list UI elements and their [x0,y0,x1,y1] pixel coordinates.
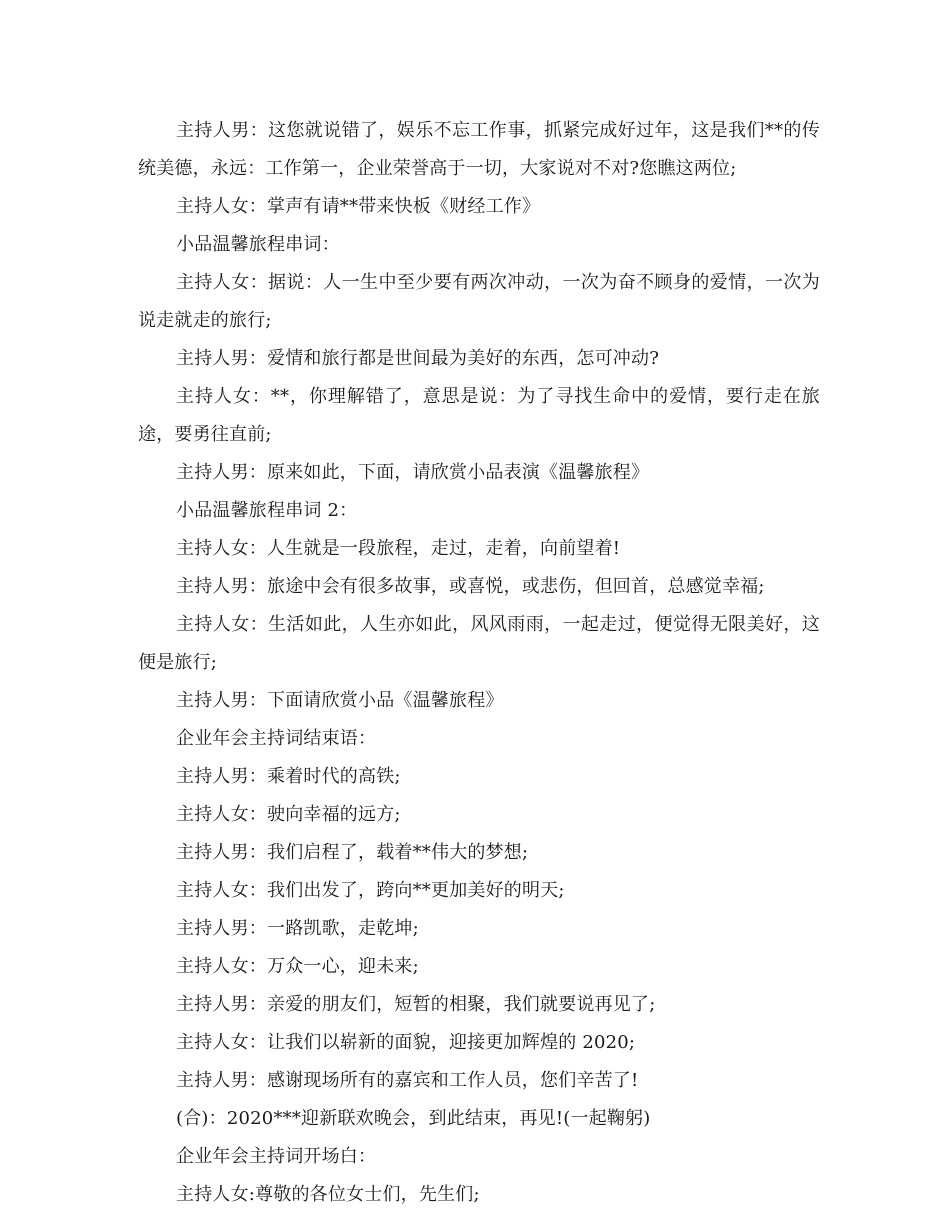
paragraph: 主持人女：人生就是一段旅程，走过，走着，向前望着! [176,538,621,559]
paragraph: 主持人男：爱情和旅行都是世间最为美好的东西，怎可冲动? [176,348,660,369]
section-heading: 企业年会主持词开场白： [176,1146,377,1167]
paragraph: 主持人女：我们出发了，跨向**更加美好的明天; [176,880,565,901]
paragraph: 主持人男：亲爱的朋友们，短暂的相聚，我们就要说再见了; [176,994,656,1015]
paragraph: 主持人女：**，你理解错了，意思是说：为了寻找生命中的爱情，要行走在旅途，要勇往直前; [138,386,820,445]
section-heading: 企业年会主持词结束语： [176,728,377,749]
paragraph: 主持人女：生活如此，人生亦如此，风风雨雨，一起走过，便觉得无限美好，这便是旅行; [138,614,820,673]
paragraph: 主持人女：万众一心，迎未来; [176,956,419,977]
section-heading: 小品温馨旅程串词 2： [176,500,358,521]
paragraph: 主持人女：据说：人一生中至少要有两次冲动，一次为奋不顾身的爱情，一次为说走就走的旅行; [138,272,820,331]
section-heading: 小品温馨旅程串词： [176,234,340,255]
paragraph: 主持人男：感谢现场所有的嘉宾和工作人员，您们辛苦了! [176,1070,639,1091]
document-body [138,112,820,1214]
paragraph: 主持人男：原来如此，下面，请欣赏小品表演《温馨旅程》 [176,462,650,483]
paragraph: 主持人男：下面请欣赏小品《温馨旅程》 [176,690,504,711]
paragraph: 主持人男：一路凯歌，走乾坤; [176,918,419,939]
paragraph: 主持人男：旅途中会有很多故事，或喜悦，或悲伤，但回首，总感觉幸福; [176,576,765,597]
paragraph: 主持人男：这您就说错了，娱乐不忘工作事，抓紧完成好过年，这是我们**的传统美德，永远：工作第一，企业荣誉高于一切，大家说对不对?您瞧这两位; [138,120,820,179]
paragraph: 主持人女:尊敬的各位女士们，先生们; [176,1184,480,1205]
paragraph: (合)：2020***迎新联欢晚会，到此结束，再见!(一起鞠躬) [176,1108,651,1129]
paragraph: 主持人男：我们启程了，载着**伟大的梦想; [176,842,529,863]
paragraph: 主持人女：掌声有请**带来快板《财经工作》 [176,196,541,217]
paragraph: 主持人女：驶向幸福的远方; [176,804,401,825]
paragraph: 主持人女：让我们以崭新的面貌，迎接更加辉煌的 2020; [176,1032,636,1053]
paragraph: 主持人男：乘着时代的高铁; [176,766,401,787]
